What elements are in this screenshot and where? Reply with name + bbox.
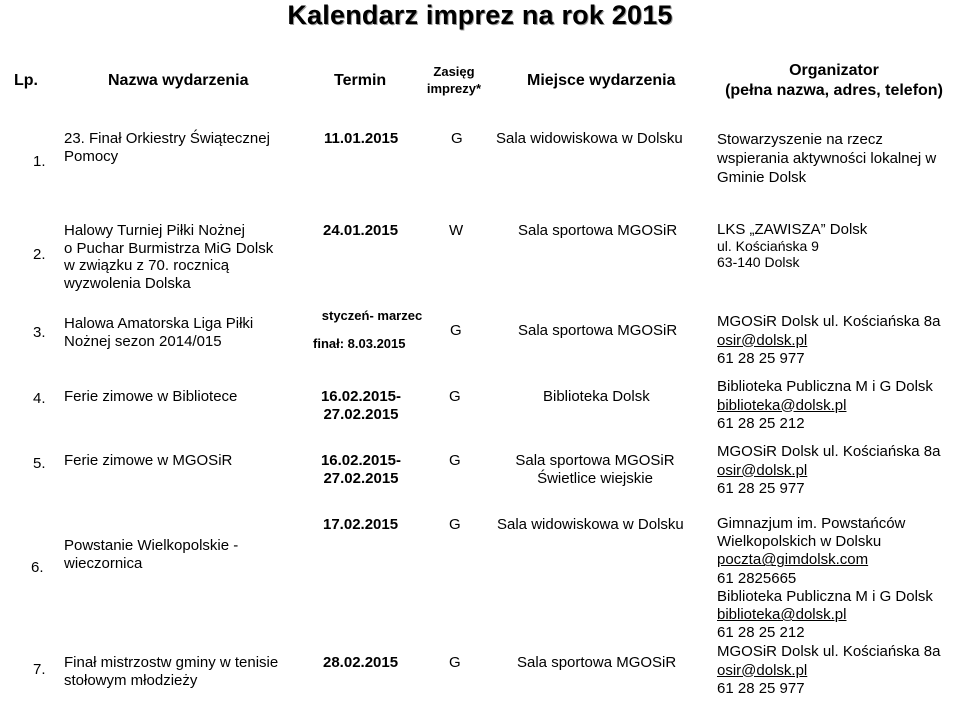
header-name: Nazwa wydarzenia	[108, 72, 249, 89]
row-1-name: 23. Finał Orkiestry Świątecznej Pomocy	[64, 130, 270, 165]
row-4-name: Ferie zimowe w Bibliotece	[64, 388, 238, 405]
row-7-scope: G	[449, 654, 461, 671]
row-2-organizer: LKS „ZAWISZA” Dolsk ul. Kościańska 9 63-140 Dolsk	[717, 221, 868, 270]
row-1-place: Sala widowiskowa w Dolsku	[496, 130, 683, 147]
row-5-place: Sala sportowa MGOSiR Świetlice wiejskie	[515, 452, 675, 487]
row-4-place: Biblioteka Dolsk	[543, 388, 650, 405]
row-7-email-link[interactable]: osir@dolsk.pl	[717, 661, 808, 679]
row-6-organizer: Gimnazjum im. Powstańców Wielkopolskich w Dolsku poczta@gimdolsk.com 61 2825665 Biblioteka Publiczna M i G Dolsk biblioteka@dolsk.pl 61 28 25 212	[717, 515, 933, 642]
row-3-lp: 3.	[33, 324, 46, 341]
row-2-date: 24.01.2015	[323, 222, 399, 239]
header-scope: Zasięg imprezy*	[426, 64, 482, 96]
row-6-name: Powstanie Wielkopolskie - wieczornica	[64, 537, 239, 572]
row-7-place: Sala sportowa MGOSiR	[517, 654, 677, 671]
header-place: Miejsce wydarzenia	[527, 72, 676, 89]
row-5-lp: 5.	[33, 455, 46, 472]
row-3-date: styczeń- marzec finał: 8.03.2015	[313, 308, 423, 351]
row-7-name: Finał mistrzostw gminy w tenisie stołowym młodzieży	[64, 654, 279, 689]
row-5-scope: G	[449, 452, 461, 469]
row-5-name: Ferie zimowe w MGOSiR	[64, 452, 233, 469]
row-6-scope: G	[449, 516, 461, 533]
row-1-date: 11.01.2015	[324, 130, 399, 147]
row-4-lp: 4.	[33, 390, 46, 407]
header-organizer: Organizator (pełna nazwa, adres, telefon)	[725, 62, 943, 99]
row-6-lp: 6.	[31, 559, 44, 576]
page-title: Kalendarz imprez na rok 2015	[287, 0, 673, 30]
row-3-organizer: MGOSiR Dolsk ul. Kościańska 8a osir@dolsk.pl 61 28 25 977	[717, 313, 941, 367]
row-6-place: Sala widowiskowa w Dolsku	[497, 516, 684, 533]
row-2-lp: 2.	[33, 246, 46, 263]
row-2-scope: W	[449, 222, 464, 239]
row-7-organizer: MGOSiR Dolsk ul. Kościańska 8a osir@dolsk.pl 61 28 25 977	[717, 643, 941, 697]
row-4-email-link[interactable]: biblioteka@dolsk.pl	[717, 396, 847, 414]
header-date: Termin	[334, 72, 387, 89]
row-1-organizer: Stowarzyszenie na rzecz wspierania aktywności lokalnej w Gminie Dolsk	[717, 131, 937, 186]
row-7-lp: 7.	[33, 661, 46, 678]
row-5-organizer: MGOSiR Dolsk ul. Kościańska 8a osir@dolsk.pl 61 28 25 977	[717, 443, 941, 497]
row-4-scope: G	[449, 388, 461, 405]
row-1-lp: 1.	[33, 153, 46, 170]
row-5-date: 16.02.2015- 27.02.2015	[320, 452, 402, 487]
row-3-place: Sala sportowa MGOSiR	[518, 322, 678, 339]
row-6-email-link-2[interactable]: biblioteka@dolsk.pl	[717, 606, 847, 624]
row-2-name: Halowy Turniej Piłki Nożnej o Puchar Burmistrza MiG Dolsk w związku z 70. rocznicą wyzwolenia Dolska	[64, 222, 274, 292]
row-4-organizer: Biblioteka Publiczna M i G Dolsk biblioteka@dolsk.pl 61 28 25 212	[717, 378, 933, 432]
row-1-scope: G	[451, 130, 463, 147]
row-3-email-link[interactable]: osir@dolsk.pl	[717, 331, 808, 349]
row-6-date: 17.02.2015	[323, 516, 399, 533]
row-6-email-link-1[interactable]: poczta@gimdolsk.com	[717, 551, 869, 569]
row-5-email-link[interactable]: osir@dolsk.pl	[717, 461, 808, 479]
row-3-scope: G	[450, 322, 462, 339]
row-2-place: Sala sportowa MGOSiR	[518, 222, 678, 239]
header-lp: Lp.	[14, 72, 38, 89]
row-3-name: Halowa Amatorska Liga Piłki Nożnej sezon 2014/015	[64, 315, 254, 350]
row-4-date: 16.02.2015- 27.02.2015	[320, 388, 402, 423]
row-7-date: 28.02.2015	[323, 654, 399, 671]
